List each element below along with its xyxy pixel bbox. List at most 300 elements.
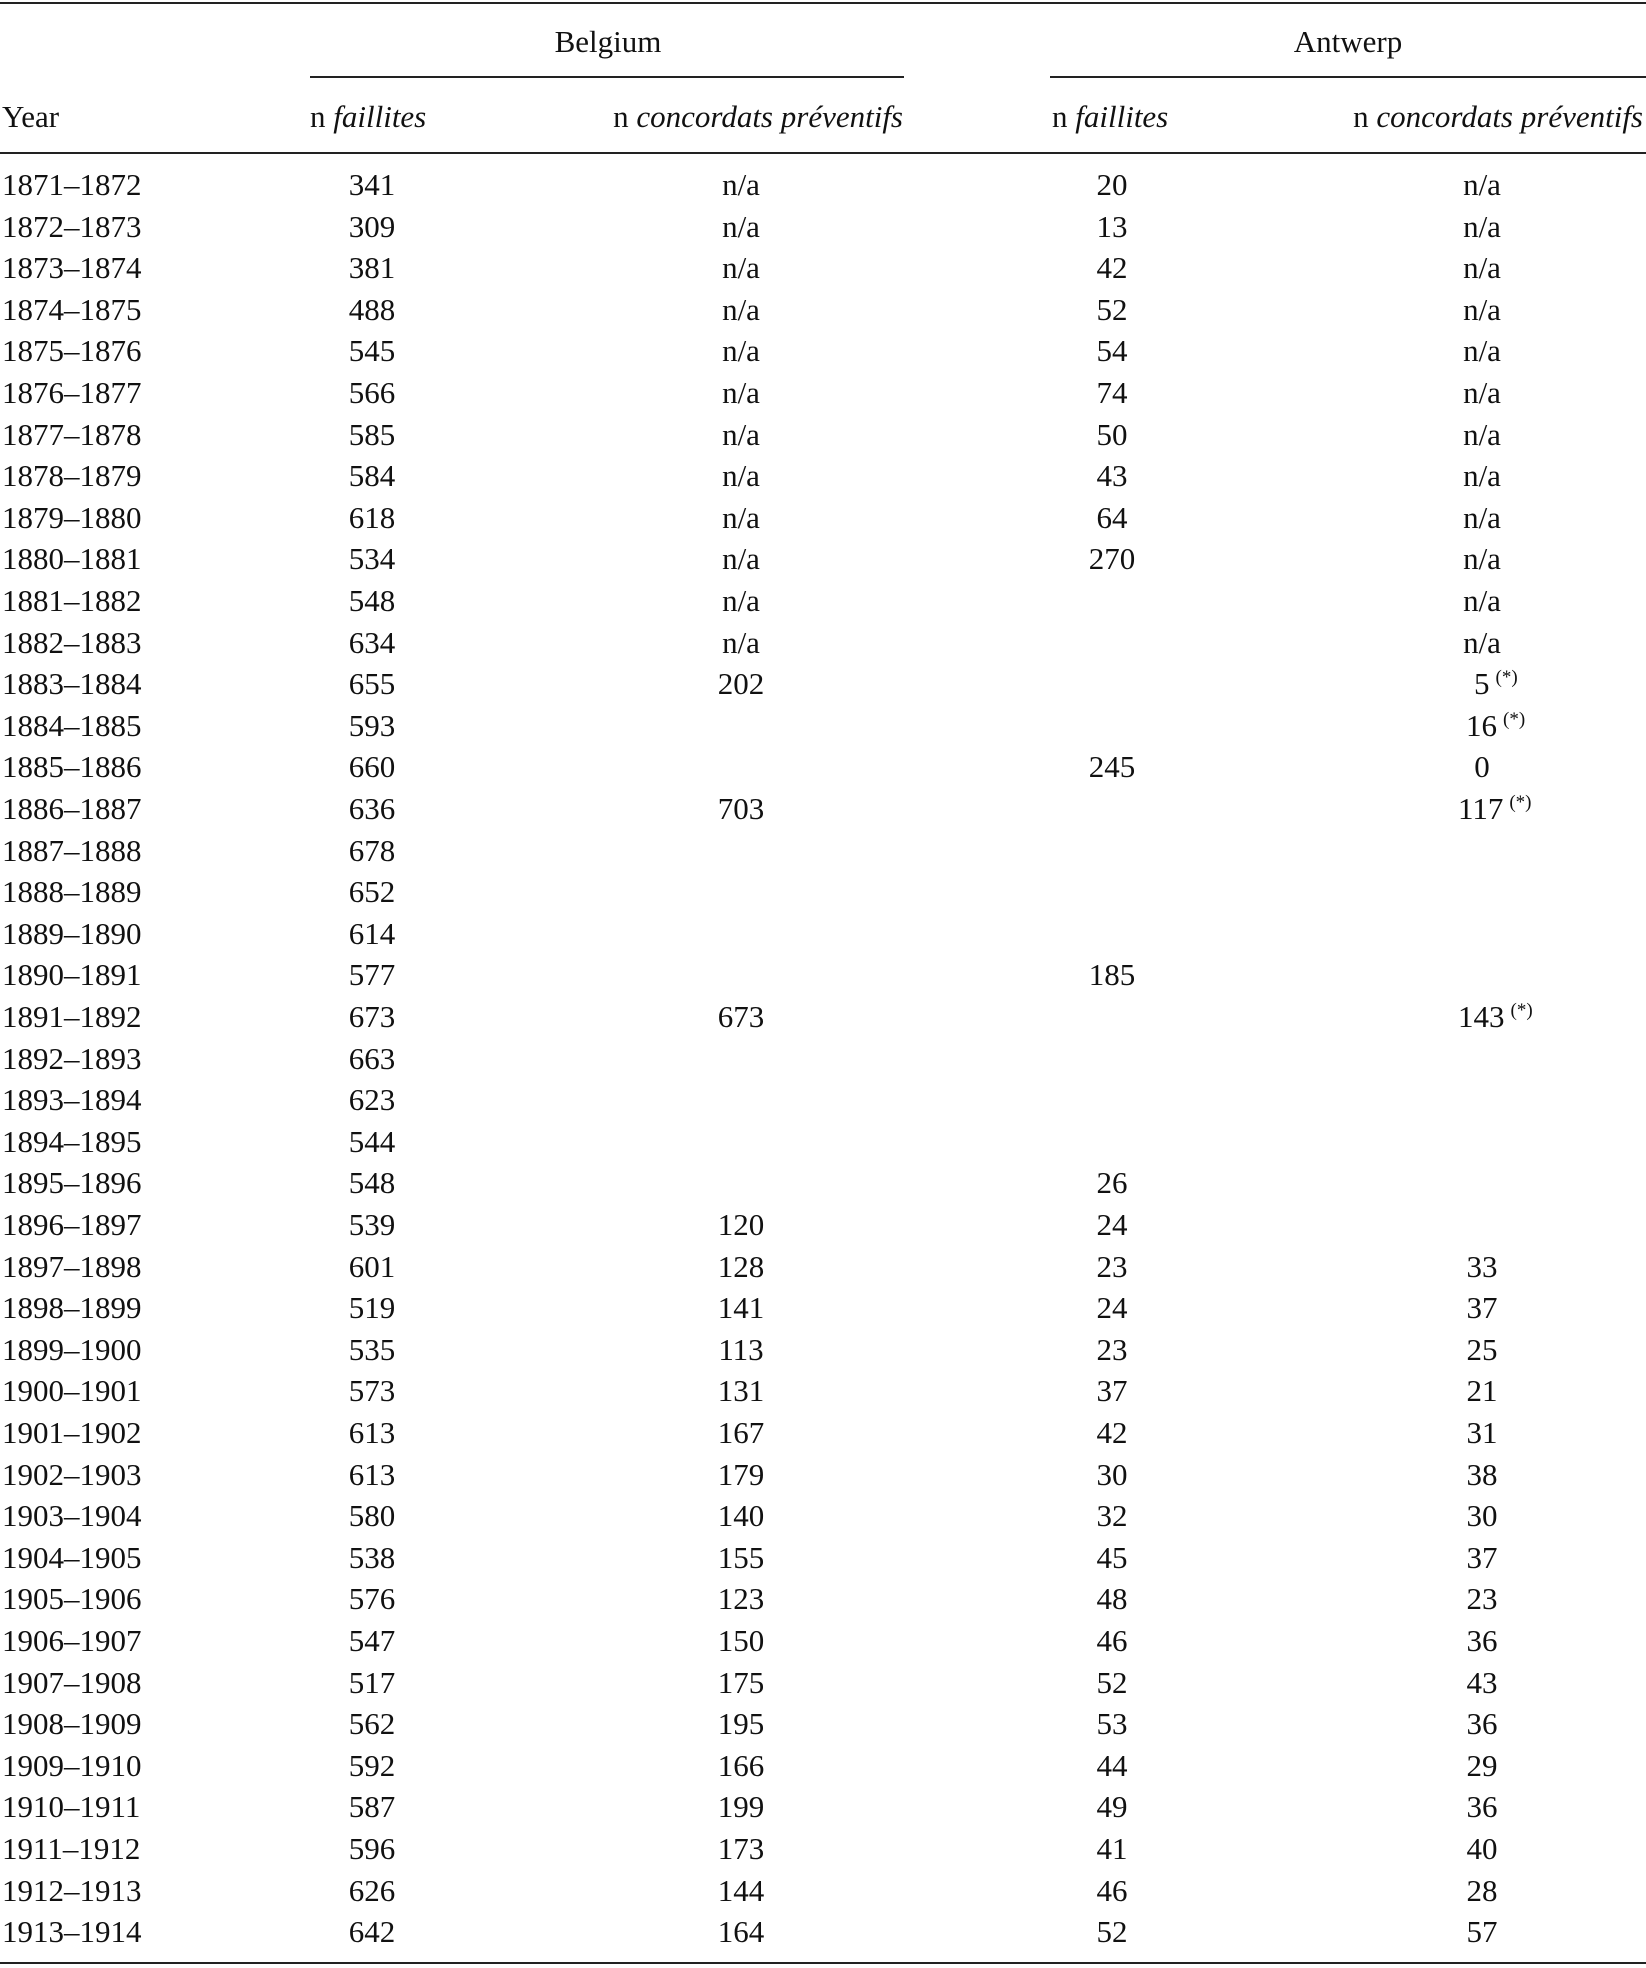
cell-value: n/a (1463, 417, 1501, 452)
cell-year (2, 706, 142, 746)
cell-value: 1875–1876 (2, 333, 142, 368)
cell-value: 544 (348, 1124, 396, 1159)
cell-value: 1883–1884 (2, 666, 142, 701)
cell-value: 30 (1466, 1498, 1498, 1533)
cell-value: 123 (717, 1581, 765, 1616)
cell-value: 141 (717, 1290, 765, 1325)
cell-value: 535 (348, 1332, 396, 1367)
cell-belgium-faillites (349, 1163, 396, 1203)
cell-value: 1872–1873 (2, 209, 142, 244)
cell-antwerp-concordats (1458, 997, 1533, 1037)
cell-belgium-concordats (718, 1247, 765, 1287)
cell-antwerp-concordats (1463, 581, 1501, 621)
cell-antwerp-concordats (1467, 1288, 1498, 1328)
cell-belgium-faillites (349, 1205, 396, 1245)
cell-year (2, 581, 142, 621)
cell-value: 50 (1096, 417, 1128, 452)
cell-year (2, 1122, 142, 1162)
cell-value: 614 (348, 916, 396, 951)
cell-value: 642 (348, 1914, 396, 1949)
cell-value: 547 (348, 1623, 396, 1658)
cell-belgium-concordats (718, 1663, 765, 1703)
cell-value: 36 (1466, 1706, 1498, 1741)
cell-belgium-faillites (349, 1247, 396, 1287)
cell-year (2, 831, 142, 871)
cell-value: 562 (348, 1706, 396, 1741)
cell-value: 195 (717, 1706, 765, 1741)
cell-value: 42 (1096, 250, 1128, 285)
cell-value: n/a (722, 417, 760, 452)
cell-value: 1893–1894 (2, 1082, 142, 1117)
footnote-marker: (*) (1503, 709, 1526, 730)
column-header-antwerp-faillites: n faillites (1052, 99, 1169, 134)
cell-value: 57 (1466, 1914, 1498, 1949)
cell-value: 1878–1879 (2, 458, 142, 493)
cell-belgium-faillites (349, 1579, 396, 1619)
cell-value: 1890–1891 (2, 957, 142, 992)
footnote-marker: (*) (1495, 667, 1518, 688)
cell-belgium-faillites (349, 664, 396, 704)
cell-value: 42 (1096, 1415, 1128, 1450)
cell-year (2, 955, 142, 995)
cell-value: 164 (717, 1914, 765, 1949)
cell-value: n/a (1463, 458, 1501, 493)
cell-value: 1874–1875 (2, 292, 142, 327)
footnote-marker: (*) (1510, 1000, 1533, 1021)
cell-value: 202 (717, 666, 765, 701)
cell-value: 1906–1907 (2, 1623, 142, 1658)
cell-year (2, 1080, 142, 1120)
cell-value: 580 (348, 1498, 396, 1533)
cell-value: 245 (1088, 749, 1136, 784)
cell-antwerp-faillites (1097, 1413, 1128, 1453)
cell-belgium-faillites (349, 1746, 396, 1786)
cell-antwerp-concordats (1463, 415, 1501, 455)
cell-year (2, 872, 142, 912)
cell-belgium-faillites (349, 1039, 396, 1079)
cell-value: 1904–1905 (2, 1540, 142, 1575)
cell-value: 576 (348, 1581, 396, 1616)
cell-belgium-concordats (718, 1413, 765, 1453)
cell-year (2, 248, 142, 288)
cell-value: 1896–1897 (2, 1207, 142, 1242)
cell-value: n/a (722, 209, 760, 244)
cell-value: 488 (348, 292, 396, 327)
cell-value: 1895–1896 (2, 1165, 142, 1200)
top-rule (0, 2, 1646, 4)
cell-value: 663 (348, 1041, 396, 1076)
cell-value: 1887–1888 (2, 833, 142, 868)
cell-belgium-faillites (349, 1787, 396, 1827)
cell-value: 37 (1466, 1290, 1498, 1325)
cell-value: 41 (1096, 1831, 1128, 1866)
cell-value: 1889–1890 (2, 916, 142, 951)
cell-antwerp-faillites (1097, 1871, 1128, 1911)
cell-value: 23 (1096, 1332, 1128, 1367)
cell-year (2, 1579, 142, 1619)
cell-value: 36 (1466, 1623, 1498, 1658)
cell-value: 613 (348, 1415, 396, 1450)
cell-year (2, 623, 142, 663)
cell-antwerp-faillites (1097, 1205, 1128, 1245)
cell-value: 1877–1878 (2, 417, 142, 452)
cell-value: n/a (722, 333, 760, 368)
cell-value: n/a (722, 167, 760, 202)
cell-antwerp-concordats (1474, 664, 1518, 704)
cell-belgium-faillites (349, 831, 396, 871)
cell-year (2, 1413, 142, 1453)
cell-antwerp-faillites (1089, 539, 1136, 579)
cell-value: 596 (348, 1831, 396, 1866)
cell-antwerp-concordats (1458, 789, 1532, 829)
cell-value: 43 (1466, 1665, 1498, 1700)
cell-value: 140 (717, 1498, 765, 1533)
cell-year (2, 415, 142, 455)
cell-value: 1902–1903 (2, 1457, 142, 1492)
cell-value: 1884–1885 (2, 708, 142, 743)
cell-value: 36 (1466, 1789, 1498, 1824)
cell-antwerp-concordats (1467, 1579, 1498, 1619)
cell-value: 587 (348, 1789, 396, 1824)
cell-year (2, 1787, 140, 1827)
cell-antwerp-faillites (1097, 1288, 1128, 1328)
cell-year (2, 914, 142, 954)
cell-value: 517 (348, 1665, 396, 1700)
cell-value: n/a (722, 458, 760, 493)
cell-value: 49 (1096, 1789, 1128, 1824)
cell-antwerp-concordats (1467, 1455, 1498, 1495)
cell-belgium-concordats (722, 415, 760, 455)
cell-belgium-concordats (722, 165, 760, 205)
cell-value: 13 (1096, 209, 1128, 244)
cell-year (2, 1371, 142, 1411)
cell-value: 128 (717, 1249, 765, 1284)
cell-antwerp-concordats (1467, 1330, 1498, 1370)
cell-antwerp-concordats (1463, 165, 1501, 205)
cell-belgium-concordats (718, 1829, 765, 1869)
cell-year (2, 1871, 142, 1911)
cell-belgium-faillites (349, 1496, 396, 1536)
cell-value: 117 (1458, 791, 1504, 826)
antwerp-group-rule (1050, 76, 1646, 78)
cell-belgium-faillites (349, 914, 396, 954)
cell-value: 54 (1096, 333, 1128, 368)
cell-value: 144 (717, 1873, 765, 1908)
cell-belgium-concordats (718, 1371, 765, 1411)
cell-value: 52 (1096, 1914, 1128, 1949)
cell-value: 31 (1466, 1415, 1498, 1450)
cell-value: 37 (1096, 1373, 1128, 1408)
cell-year (2, 1496, 142, 1536)
cell-year (2, 1621, 142, 1661)
cell-belgium-faillites (349, 1122, 396, 1162)
cell-antwerp-concordats (1467, 1538, 1498, 1578)
cell-value: 1911–1912 (2, 1831, 141, 1866)
cell-antwerp-faillites (1097, 1912, 1128, 1952)
cell-belgium-concordats (718, 1912, 765, 1952)
cell-value: 185 (1088, 957, 1136, 992)
cell-value: 48 (1096, 1581, 1128, 1616)
cell-value: 30 (1096, 1457, 1128, 1492)
cell-belgium-faillites (349, 1621, 396, 1661)
cell-belgium-faillites (349, 1288, 396, 1328)
cell-value: 179 (717, 1457, 765, 1492)
cell-belgium-concordats (718, 1496, 765, 1536)
cell-value: 25 (1466, 1332, 1498, 1367)
cell-value: 381 (348, 250, 396, 285)
column-header-belgium-concordats: n concordats préventifs (613, 99, 903, 134)
cell-value: n/a (722, 625, 760, 660)
cell-value: 1901–1902 (2, 1415, 142, 1450)
cell-belgium-faillites (349, 1330, 396, 1370)
cell-year (2, 1746, 142, 1786)
cell-belgium-faillites (349, 1371, 396, 1411)
cell-belgium-faillites (349, 290, 396, 330)
cell-belgium-faillites (349, 415, 396, 455)
cell-value: 1913–1914 (2, 1914, 142, 1949)
cell-antwerp-faillites (1097, 1621, 1128, 1661)
cell-belgium-faillites (349, 373, 396, 413)
cell-value: 175 (717, 1665, 765, 1700)
cell-value: 1881–1882 (2, 583, 142, 618)
cell-value: 613 (348, 1457, 396, 1492)
cell-year (2, 1663, 142, 1703)
cell-belgium-concordats (718, 1288, 765, 1328)
cell-value: 32 (1096, 1498, 1128, 1533)
cell-belgium-concordats (722, 456, 760, 496)
cell-belgium-faillites (349, 872, 396, 912)
cell-antwerp-concordats (1463, 373, 1501, 413)
cell-belgium-concordats (722, 331, 760, 371)
cell-antwerp-concordats (1463, 456, 1501, 496)
cell-year (2, 290, 142, 330)
cell-value: 1879–1880 (2, 500, 142, 535)
cell-antwerp-concordats (1463, 248, 1501, 288)
cell-value: 64 (1096, 500, 1128, 535)
cell-value: 28 (1466, 1873, 1498, 1908)
cell-value: 1880–1881 (2, 541, 142, 576)
cell-belgium-faillites (349, 207, 396, 247)
cell-value: 577 (348, 957, 396, 992)
cell-belgium-concordats (718, 1205, 765, 1245)
cell-value: 20 (1096, 167, 1128, 202)
cell-antwerp-concordats (1463, 290, 1501, 330)
cell-value: 341 (348, 167, 396, 202)
cell-belgium-faillites (349, 1663, 396, 1703)
cell-value: 120 (717, 1207, 765, 1242)
cell-value: n/a (1463, 500, 1501, 535)
cell-antwerp-faillites (1097, 415, 1128, 455)
cell-year (2, 1039, 142, 1079)
group-header-antwerp: Antwerp (1293, 24, 1403, 59)
cell-value: 45 (1096, 1540, 1128, 1575)
cell-value: 21 (1466, 1373, 1498, 1408)
cell-antwerp-faillites (1097, 207, 1128, 247)
cell-antwerp-concordats (1467, 1496, 1498, 1536)
cell-antwerp-concordats (1467, 1787, 1498, 1827)
cell-belgium-concordats (718, 789, 765, 829)
cell-value: 585 (348, 417, 396, 452)
cell-value: 1899–1900 (2, 1332, 142, 1367)
belgium-group-rule (310, 76, 904, 78)
cell-value: 1910–1911 (2, 1789, 141, 1824)
cell-value: 37 (1466, 1540, 1498, 1575)
cell-value: 173 (717, 1831, 765, 1866)
cell-belgium-faillites (349, 1704, 396, 1744)
cell-value: 44 (1096, 1748, 1128, 1783)
cell-year (2, 1704, 142, 1744)
cell-antwerp-faillites (1097, 1663, 1128, 1703)
cell-value: 660 (348, 749, 396, 784)
cell-year (2, 539, 142, 579)
cell-value: 584 (348, 458, 396, 493)
cell-antwerp-concordats (1467, 1829, 1498, 1869)
cell-belgium-concordats (718, 997, 765, 1037)
cell-value: n/a (1463, 583, 1501, 618)
cell-antwerp-faillites (1097, 1829, 1128, 1869)
cell-antwerp-concordats (1463, 207, 1501, 247)
cell-value: 566 (348, 375, 396, 410)
cell-antwerp-faillites (1097, 248, 1128, 288)
cell-antwerp-faillites (1097, 1163, 1128, 1203)
cell-belgium-faillites (349, 1413, 396, 1453)
cell-year (2, 789, 142, 829)
cell-value: n/a (1463, 541, 1501, 576)
cell-belgium-concordats (718, 1455, 765, 1495)
cell-antwerp-faillites (1097, 165, 1128, 205)
cell-value: 678 (348, 833, 396, 868)
cell-belgium-faillites (349, 747, 396, 787)
cell-value: n/a (1463, 333, 1501, 368)
cell-value: 1873–1874 (2, 250, 142, 285)
cell-value: 703 (717, 791, 765, 826)
cell-year (2, 456, 142, 496)
cell-value: 548 (348, 583, 396, 618)
cell-value: 74 (1096, 375, 1128, 410)
cell-value: 0 (1474, 749, 1490, 784)
cell-value: n/a (1463, 292, 1501, 327)
cell-value: 113 (718, 1332, 764, 1367)
cell-antwerp-faillites (1097, 1371, 1128, 1411)
cell-value: 1894–1895 (2, 1124, 142, 1159)
cell-value: 626 (348, 1873, 396, 1908)
cell-value: 270 (1088, 541, 1136, 576)
cell-belgium-concordats (722, 581, 760, 621)
cell-belgium-faillites (349, 456, 396, 496)
cell-belgium-concordats (722, 248, 760, 288)
group-header-belgium: Belgium (554, 24, 662, 59)
cell-antwerp-concordats (1467, 1371, 1498, 1411)
cell-value: 38 (1466, 1457, 1498, 1492)
cell-value: 1892–1893 (2, 1041, 142, 1076)
cell-belgium-faillites (349, 165, 396, 205)
column-header-belgium-faillites: n faillites (310, 99, 427, 134)
cell-value: 539 (348, 1207, 396, 1242)
cell-year (2, 331, 142, 371)
cell-year (2, 373, 142, 413)
cell-value: 1908–1909 (2, 1706, 142, 1741)
cell-value: 655 (348, 666, 396, 701)
cell-year (2, 747, 142, 787)
cell-antwerp-faillites (1097, 1330, 1128, 1370)
cell-belgium-faillites (349, 581, 396, 621)
cell-antwerp-faillites (1097, 498, 1128, 538)
cell-value: 43 (1096, 458, 1128, 493)
cell-belgium-faillites (349, 1538, 396, 1578)
cell-year (2, 1247, 142, 1287)
cell-antwerp-concordats (1463, 623, 1501, 663)
cell-value: 155 (717, 1540, 765, 1575)
cell-year (2, 1205, 142, 1245)
cell-antwerp-faillites (1089, 747, 1136, 787)
cell-year (2, 1330, 142, 1370)
cell-value: 33 (1466, 1249, 1498, 1284)
cell-value: n/a (1463, 250, 1501, 285)
cell-value: 634 (348, 625, 396, 660)
cell-belgium-faillites (349, 1829, 396, 1869)
cell-antwerp-faillites (1097, 456, 1128, 496)
cell-year (2, 1455, 142, 1495)
cell-belgium-concordats (718, 1704, 765, 1744)
cell-value: 623 (348, 1082, 396, 1117)
cell-value: 1900–1901 (2, 1373, 142, 1408)
cell-value: 1876–1877 (2, 375, 142, 410)
cell-belgium-faillites (349, 248, 396, 288)
cell-antwerp-faillites (1097, 290, 1128, 330)
cell-value: 309 (348, 209, 396, 244)
cell-value: n/a (722, 541, 760, 576)
cell-antwerp-concordats (1463, 331, 1501, 371)
cell-antwerp-faillites (1097, 1579, 1128, 1619)
cell-antwerp-concordats (1474, 747, 1490, 787)
cell-antwerp-faillites (1089, 955, 1136, 995)
cell-value: 166 (717, 1748, 765, 1783)
cell-value: 53 (1096, 1706, 1128, 1741)
cell-year (2, 498, 142, 538)
cell-belgium-faillites (349, 539, 396, 579)
cell-antwerp-concordats (1467, 1912, 1498, 1952)
cell-antwerp-concordats (1467, 1663, 1498, 1703)
cell-value: 618 (348, 500, 396, 535)
cell-antwerp-concordats (1467, 1621, 1498, 1661)
cell-belgium-faillites (349, 1912, 396, 1952)
cell-belgium-concordats (718, 1579, 765, 1619)
cell-antwerp-faillites (1097, 1746, 1128, 1786)
cell-value: n/a (722, 583, 760, 618)
cell-belgium-concordats (718, 1746, 765, 1786)
cell-year (2, 207, 142, 247)
cell-value: 24 (1096, 1290, 1128, 1325)
cell-value: n/a (1463, 209, 1501, 244)
cell-value: 1885–1886 (2, 749, 142, 784)
cell-belgium-concordats (718, 1330, 763, 1370)
cell-value: 167 (717, 1415, 765, 1450)
cell-antwerp-faillites (1097, 1247, 1128, 1287)
cell-belgium-faillites (349, 789, 396, 829)
cell-value: 673 (717, 999, 765, 1034)
footnote-marker: (*) (1509, 792, 1532, 813)
cell-antwerp-faillites (1097, 373, 1128, 413)
cell-value: n/a (722, 375, 760, 410)
cell-value: 46 (1096, 1623, 1128, 1658)
cell-value: 1907–1908 (2, 1665, 142, 1700)
cell-year (2, 997, 142, 1037)
cell-value: 131 (717, 1373, 765, 1408)
cell-antwerp-faillites (1097, 1787, 1128, 1827)
cell-value: n/a (1463, 625, 1501, 660)
cell-value: 1891–1892 (2, 999, 142, 1034)
cell-belgium-faillites (349, 1455, 396, 1495)
